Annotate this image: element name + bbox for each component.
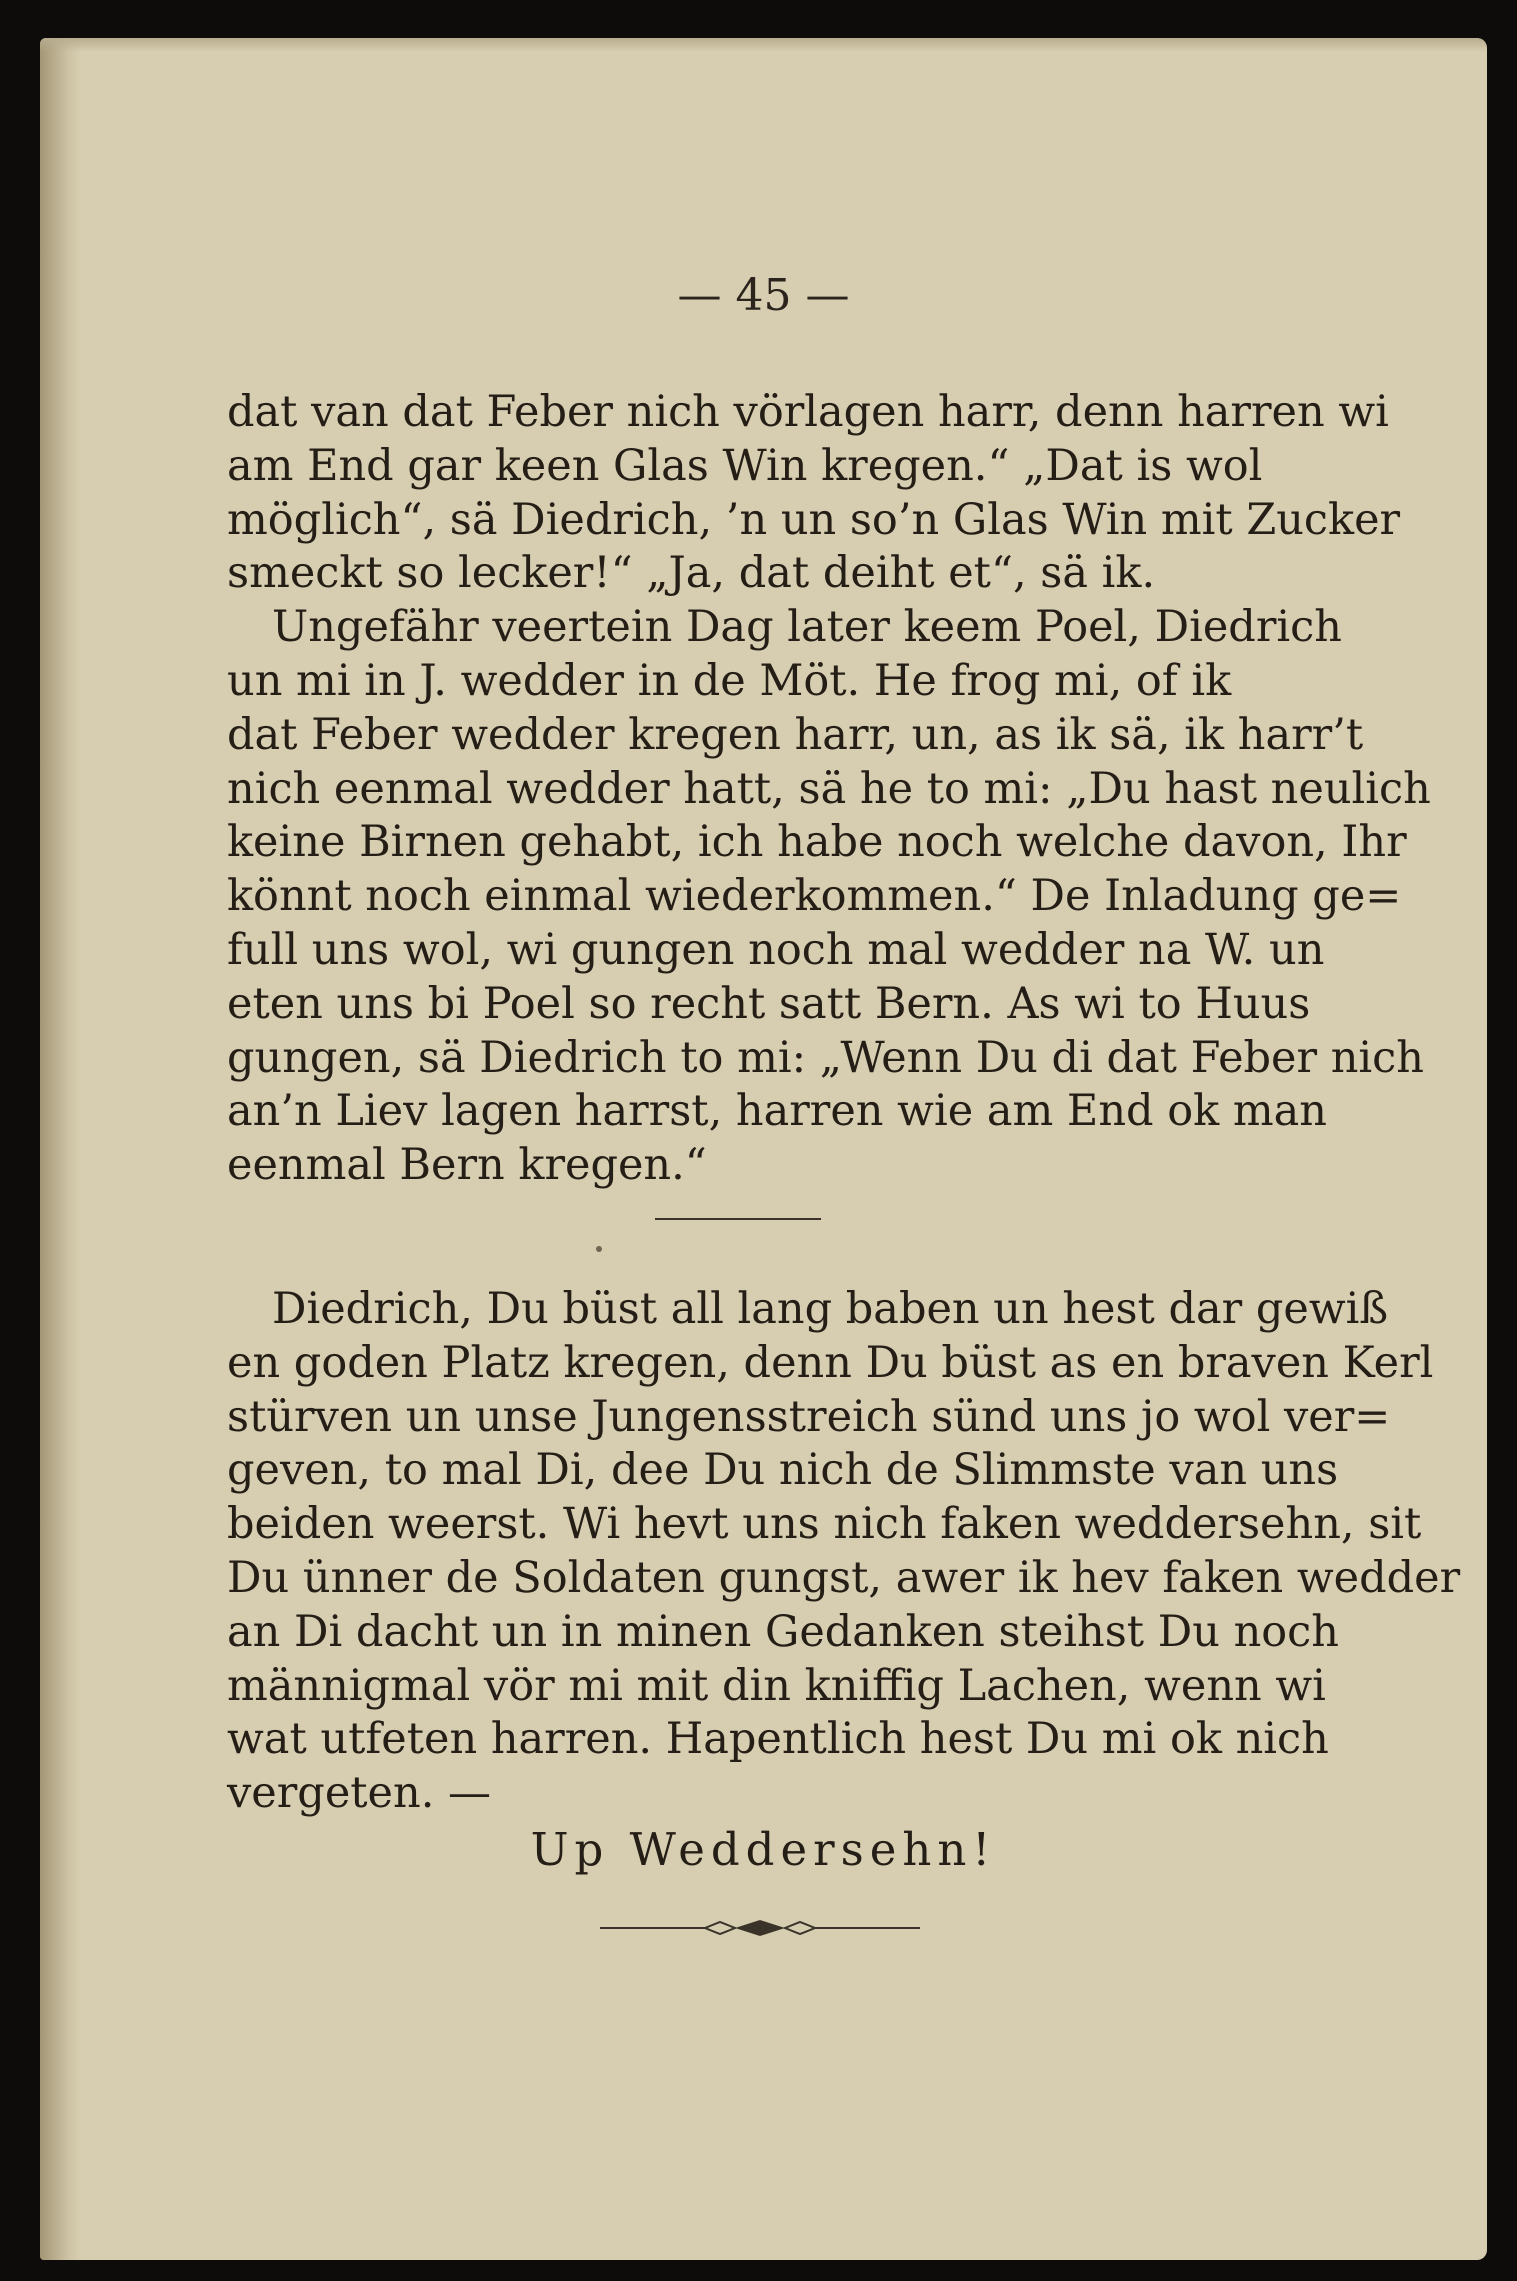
paper-speck — [596, 1246, 602, 1252]
text-line: en goden Platz kregen, denn Du büst as en braven Kerl — [227, 1337, 1434, 1388]
text-line: eenmal Bern kregen.“ — [227, 1140, 707, 1191]
text-line: beiden weerst. Wi hevt uns nich faken weddersehn, sit — [227, 1499, 1422, 1550]
text-line: Diedrich, Du büst all lang baben un hest dar gewiß — [272, 1284, 1389, 1334]
section-divider — [655, 1218, 821, 1220]
page-gutter-shadow — [40, 38, 80, 2260]
text-line: geven, to mal Di, dee Du nich de Slimmste van uns — [227, 1445, 1339, 1496]
text-line: Du ünner de Soldaten gungst, awer ik hev faken wedder — [227, 1552, 1461, 1603]
text-line: eten uns bi Poel so recht satt Bern. As wi to Huus — [227, 978, 1311, 1029]
paragraph-2 — [227, 1283, 1461, 1821]
text-line: dat van dat Feber nich vörlagen harr, denn harren wi — [227, 387, 1389, 437]
text-line: nich eenmal wedder hatt, sä he to mi: „Du hast neulich — [227, 763, 1431, 814]
book-page — [40, 38, 1487, 2260]
paragraph-1 — [227, 386, 1431, 1193]
closing-line: Up Weddersehn! — [530, 1823, 997, 1876]
text-line: Ungefähr veertein Dag later keem Poel, Diedrich — [272, 602, 1342, 653]
text-line: männigmal vör mi mit din kniffig Lachen, wenn wi — [227, 1660, 1326, 1711]
text-line: könnt noch einmal wiederkommen.“ De Inladung ge= — [227, 871, 1402, 922]
text-line: wat utfeten harren. Hapentlich hest Du mi ok nich — [227, 1714, 1329, 1765]
text-line: möglich“, sä Diedrich, ’n un so’n Glas Win mit Zucker — [227, 494, 1401, 545]
text-line: an Di dacht un in minen Gedanken steihst Du noch — [227, 1606, 1339, 1657]
text-line: vergeten. — — [227, 1768, 492, 1819]
text-line: am End gar keen Glas Win kregen.“ „Dat is wol — [227, 440, 1263, 491]
text-line: gungen, sä Diedrich to mi: „Wenn Du di dat Feber nich — [227, 1032, 1424, 1083]
text-line: dat Feber wedder kregen harr, un, as ik sä, ik harr’t — [227, 709, 1364, 760]
text-line: smeckt so lecker!“ „Ja, dat deiht et“, sä ik. — [227, 548, 1156, 599]
text-line: keine Birnen gehabt, ich habe noch welche davon, Ihr — [227, 817, 1407, 868]
page-number: — 45 — — [677, 270, 850, 321]
text-line: stürven un unse Jungensstreich sünd uns jo wol ver= — [227, 1391, 1391, 1442]
text-line: an’n Liev lagen harrst, harren wie am End ok man — [227, 1086, 1327, 1137]
text-line: un mi in J. wedder in de Möt. He frog mi, of ik — [227, 655, 1232, 706]
end-ornament-icon — [600, 1913, 920, 1943]
text-line: full uns wol, wi gungen noch mal wedder na W. un — [227, 924, 1325, 975]
page-top-shadow — [40, 38, 1487, 52]
